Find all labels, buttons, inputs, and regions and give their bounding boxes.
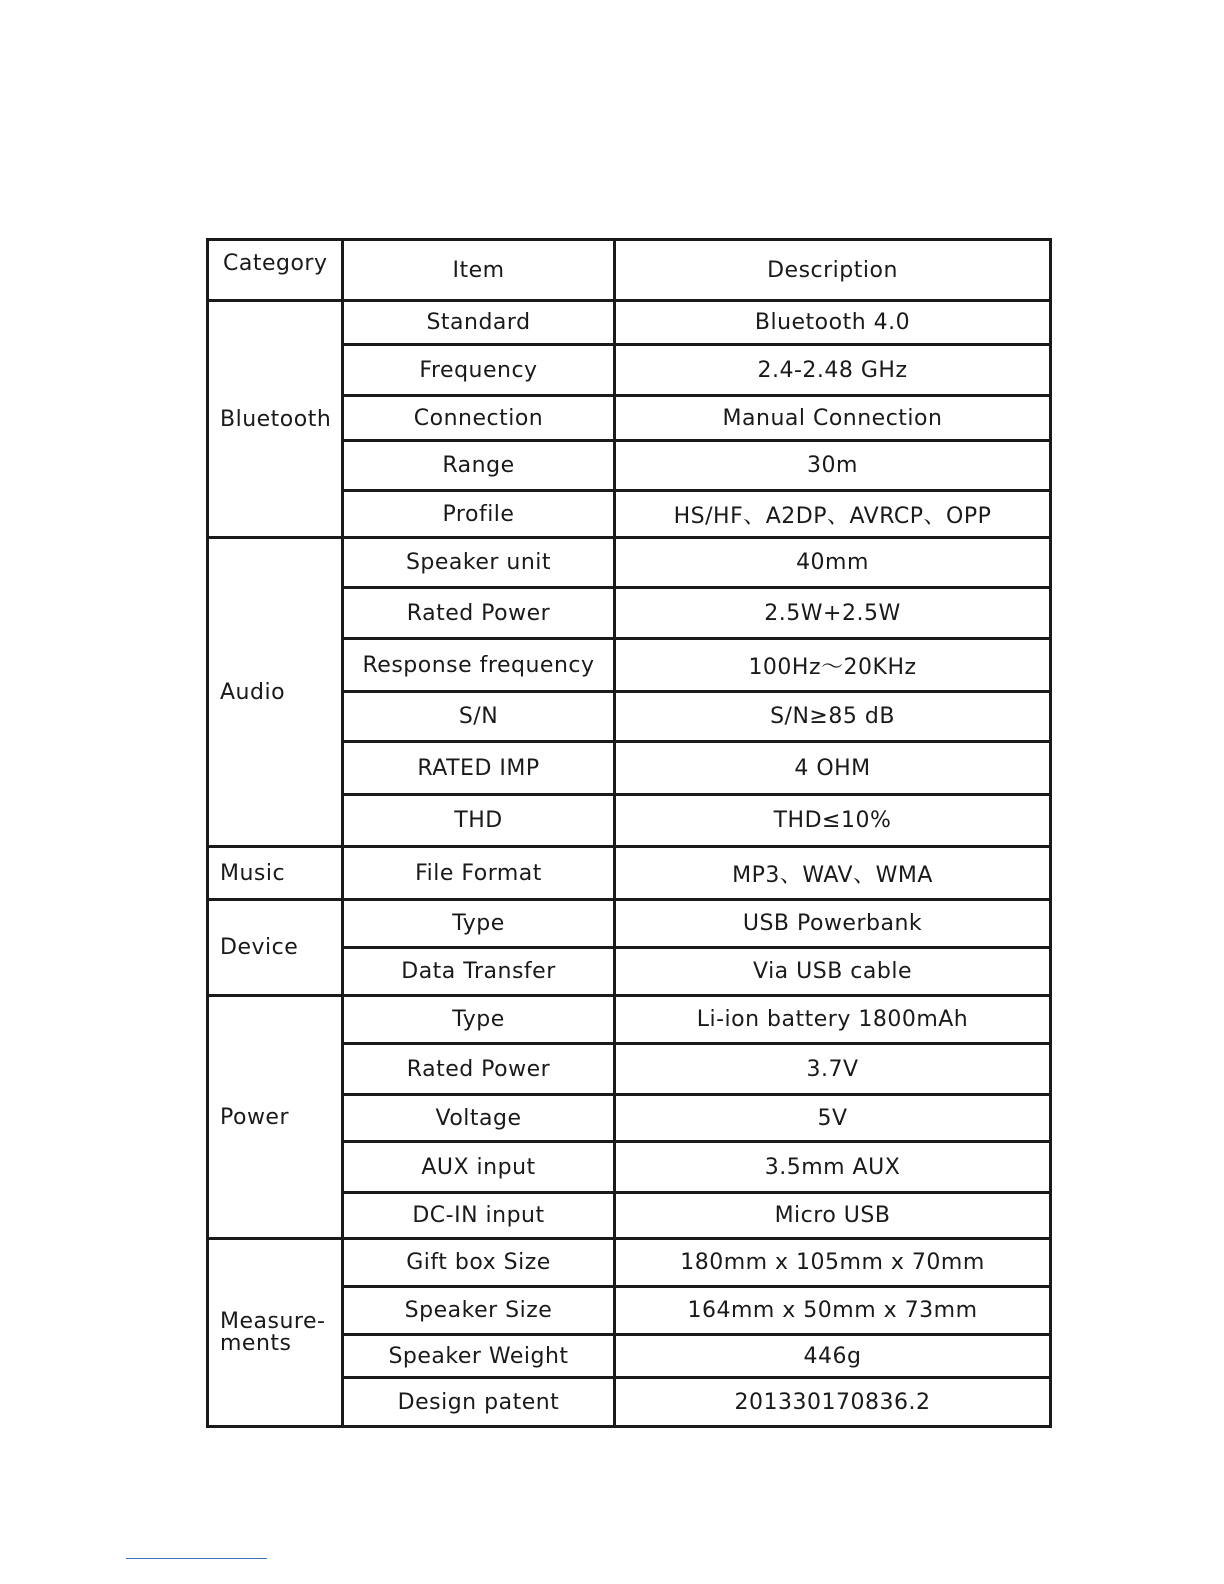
description-cell: 180mm x 105mm x 70mm xyxy=(615,1239,1051,1287)
description-cell: 3.7V xyxy=(615,1044,1051,1095)
item-cell: File Format xyxy=(343,847,615,900)
table-row xyxy=(208,301,1051,345)
item-cell: Voltage xyxy=(343,1095,615,1142)
item-cell: Standard xyxy=(343,301,615,345)
item-cell: Type xyxy=(343,996,615,1044)
item-cell: Speaker Size xyxy=(343,1287,615,1335)
table-row xyxy=(208,538,1051,588)
description-cell: HS/HF、A2DP、AVRCP、OPP xyxy=(615,491,1051,538)
item-cell: Speaker Weight xyxy=(343,1335,615,1378)
header-row xyxy=(208,240,1051,301)
description-cell: 3.5mm AUX xyxy=(615,1142,1051,1193)
description-cell: Manual Connection xyxy=(615,396,1051,441)
category-cell: Bluetooth xyxy=(208,301,343,538)
item-cell: Type xyxy=(343,900,615,948)
description-cell: 2.5W+2.5W xyxy=(615,588,1051,639)
item-cell: Gift box Size xyxy=(343,1239,615,1287)
table-row xyxy=(208,996,1051,1044)
table-row xyxy=(208,847,1051,900)
description-cell: Via USB cable xyxy=(615,948,1051,996)
description-cell: Micro USB xyxy=(615,1193,1051,1239)
description-cell: 164mm x 50mm x 73mm xyxy=(615,1287,1051,1335)
item-cell: AUX input xyxy=(343,1142,615,1193)
item-cell: RATED IMP xyxy=(343,742,615,795)
table-row xyxy=(208,900,1051,948)
header-item: Item xyxy=(343,240,615,301)
description-cell: THD≤10% xyxy=(615,795,1051,847)
description-cell: MP3、WAV、WMA xyxy=(615,847,1051,900)
item-cell: Speaker unit xyxy=(343,538,615,588)
header-description: Description xyxy=(615,240,1051,301)
description-cell: 100Hz～20KHz xyxy=(615,639,1051,692)
category-cell: Music xyxy=(208,847,343,900)
description-cell: 30m xyxy=(615,441,1051,491)
spec-table xyxy=(206,238,1052,1428)
category-cell: Measure- ments xyxy=(208,1239,343,1427)
description-cell: 201330170836.2 xyxy=(615,1378,1051,1427)
footer-rule xyxy=(126,1558,267,1559)
description-cell: Bluetooth 4.0 xyxy=(615,301,1051,345)
description-cell: USB Powerbank xyxy=(615,900,1051,948)
item-cell: Response frequency xyxy=(343,639,615,692)
item-cell: Connection xyxy=(343,396,615,441)
item-cell: Range xyxy=(343,441,615,491)
item-cell: Rated Power xyxy=(343,588,615,639)
description-cell: S/N≥85 dB xyxy=(615,692,1051,742)
category-cell: Device xyxy=(208,900,343,996)
item-cell: THD xyxy=(343,795,615,847)
item-cell: Design patent xyxy=(343,1378,615,1427)
description-cell: 2.4-2.48 GHz xyxy=(615,345,1051,396)
item-cell: Profile xyxy=(343,491,615,538)
table-row xyxy=(208,1239,1051,1287)
description-cell: Li-ion battery 1800mAh xyxy=(615,996,1051,1044)
item-cell: DC-IN input xyxy=(343,1193,615,1239)
category-cell: Power xyxy=(208,996,343,1239)
item-cell: Frequency xyxy=(343,345,615,396)
description-cell: 5V xyxy=(615,1095,1051,1142)
header-category: Category xyxy=(208,240,343,301)
item-cell: Rated Power xyxy=(343,1044,615,1095)
description-cell: 446g xyxy=(615,1335,1051,1378)
description-cell: 4 OHM xyxy=(615,742,1051,795)
table-body xyxy=(208,301,1051,1427)
category-cell: Audio xyxy=(208,538,343,847)
description-cell: 40mm xyxy=(615,538,1051,588)
table-header xyxy=(208,240,1051,301)
item-cell: Data Transfer xyxy=(343,948,615,996)
item-cell: S/N xyxy=(343,692,615,742)
